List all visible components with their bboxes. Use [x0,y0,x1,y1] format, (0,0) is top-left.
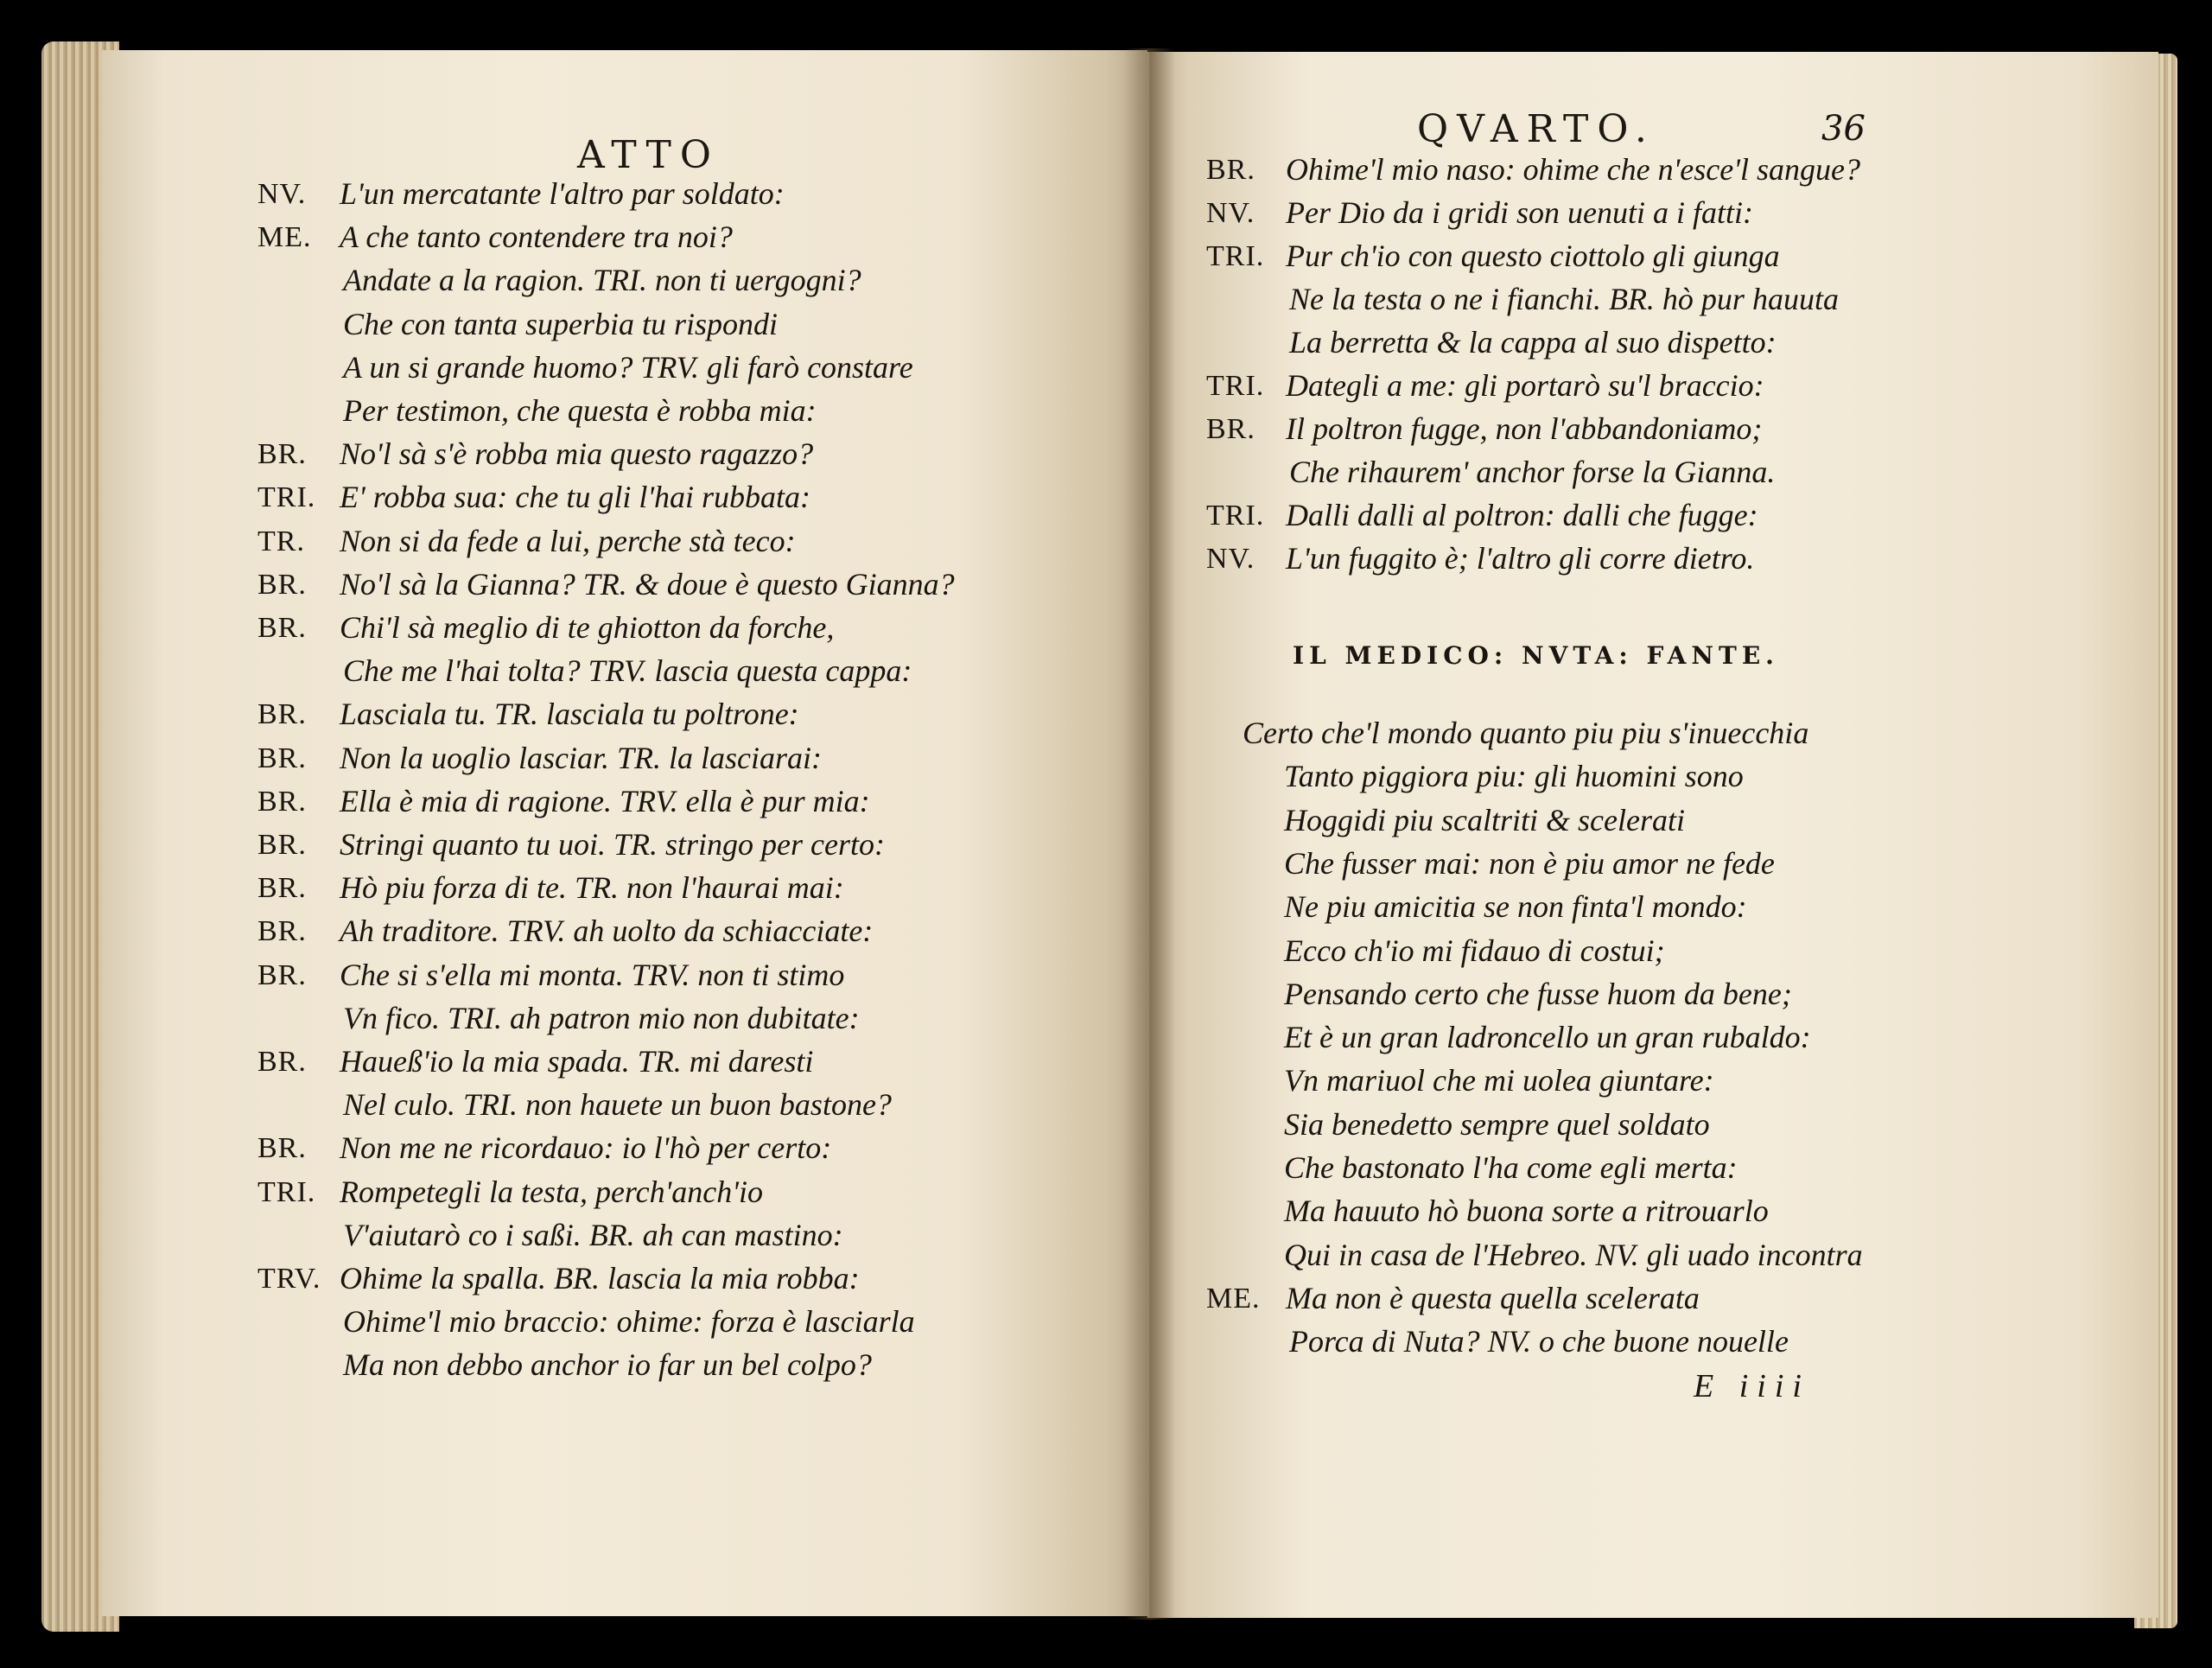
monologue-line: Qui in casa de l'Hebreo. NV. gli uado incontra [1284,1237,1863,1272]
monologue-line: Che bastonato l'ha come egli merta: [1284,1150,1738,1185]
verse-line: Lasciala tu. TR. lasciala tu poltrone: [340,697,799,732]
monologue-line: Et è un gran ladroncello un gran rubaldo: [1284,1020,1811,1055]
verse-line: Porca di Nuta? NV. o che buone nouelle [1289,1324,1789,1359]
monologue-line: Certo che'l mondo quanto piu piu s'inuecchia [1243,716,1809,750]
monologue-line: Ne piu amicitia se non finta'l mondo: [1284,889,1747,925]
verse-line: No'l sà s'è robba mia questo ragazzo? [340,436,814,472]
verse-line: Che con tanta superbia tu rispondi [343,306,778,341]
page-number: 36 [1821,109,1866,149]
verse-line: Il poltron fugge, non l'abbandoniamo; [1286,411,1763,446]
running-head-right: QVARTO. [1417,107,1656,151]
speaker-label: BR. [1206,413,1255,445]
verse-line: Dategli a me: gli portarò su'l braccio: [1286,368,1764,403]
speaker-label: BR. [257,612,307,644]
speaker-label: NV. [1206,197,1255,229]
monologue-line: Ma hauuto hò buona sorte a ritrouarlo [1284,1194,1769,1229]
speaker-label: BR. [257,568,307,601]
verse-line: Ella è mia di ragione. TRV. ella è pur mia: [340,783,870,818]
monologue-line: Ecco ch'io mi fidauo di costui; [1284,933,1665,968]
verse-line: Ohime'l mio braccio: ohime: forza è lasciarla [343,1304,915,1340]
verse-line: Andate a la ragion. TRI. non ti uergogni? [343,263,861,298]
speaker-label: BR. [257,742,307,774]
verse-line: Non si da fede a lui, perche stà teco: [340,523,796,558]
monologue-line: Che fusser mai: non è piu amor ne fede [1284,845,1775,881]
speaker-label: BR. [257,1046,307,1078]
verse-line: Rompetegli la testa, perch'anch'io [340,1174,763,1209]
monologue-line: Pensando certo che fusse huom da bene; [1284,976,1792,1011]
speaker-label: BR. [257,958,307,991]
speaker-label: BR. [257,1132,307,1165]
right-page [1147,52,2158,1618]
monologue-line: Sia benedetto sempre quel soldato [1284,1106,1710,1142]
verse-line: Nel culo. TRI. non hauete un buon bastone? [343,1087,892,1123]
speaker-label: TRI. [1206,240,1265,272]
speaker-label: BR. [257,829,307,861]
monologue-line: Hoggidi piu scaltriti & scelerati [1284,802,1685,837]
verse-line: La berretta & la cappa al suo dispetto: [1289,325,1777,360]
speaker-label: BR. [257,698,307,731]
verse-line: L'un mercatante l'altro par soldato: [340,176,785,211]
verse-line: Per Dio da i gridi son uenuti a i fatti: [1286,195,1753,230]
signature-mark: E iiii [1694,1368,1810,1404]
verse-line: Ohime'l mio naso: ohime che n'esce'l sangue? [1286,152,1860,187]
verse-line: V'aiutarò co i saßi. BR. ah can mastino: [343,1217,843,1252]
verse-line: Stringi quanto tu uoi. TR. stringo per certo: [340,827,886,862]
verse-line: Ne la testa o ne i fianchi. BR. hò pur hauuta [1289,282,1839,316]
verse-line: E' robba sua: che tu gli l'hai rubbata: [340,480,811,515]
verse-line: Chi'l sà meglio di te ghiotton da forche, [340,610,835,645]
scene-heading: IL MEDICO: NVTA: FANTE. [1293,641,1779,670]
verse-line: Ma non debbo anchor io far un bel colpo? [343,1347,872,1383]
verse-line: Che rihaurem' anchor forse la Gianna. [1289,455,1776,489]
verse-line: A un si grande huomo? TRV. gli farò constare [343,349,913,385]
speaker-label: NV. [1206,543,1255,575]
speaker-label: ME. [1206,1283,1261,1315]
speaker-label: TRI. [257,1175,316,1208]
speaker-label: NV. [257,178,307,210]
verse-line: Ohime la spalla. BR. lascia la mia robba: [340,1261,860,1296]
speaker-label: BR. [257,785,307,818]
verse-line: Non la uoglio lasciar. TR. la lasciarai: [340,740,823,775]
monologue-line: Vn mariuol che mi uolea giuntare: [1284,1063,1714,1098]
verse-line: No'l sà la Gianna? TR. & doue è questo Gianna? [340,566,955,602]
speaker-label: BR. [257,872,307,905]
verse-line: L'un fuggito è; l'altro gli corre dietro. [1286,541,1755,576]
speaker-label: BR. [257,915,307,948]
verse-line: Dalli dalli al poltron: dalli che fugge: [1286,498,1758,532]
verse-line: Non me ne ricordauo: io l'hò per certo: [340,1130,832,1166]
speaker-label: ME. [257,221,312,254]
verse-line: Per testimon, che questa è robba mia: [343,393,817,428]
verse-line: Ma non è questa quella scelerata [1286,1281,1700,1315]
gutter-shadow [1123,48,1175,1620]
verse-line: Haueß'io la mia spada. TR. mi daresti [340,1044,814,1079]
left-page [102,50,1147,1616]
speaker-label: TRI. [1206,500,1265,532]
verse-line: Che me l'hai tolta? TRV. lascia questa cappa: [343,653,912,689]
verse-line: Vn fico. TRI. ah patron mio non dubitate: [343,1000,860,1035]
verse-line: A che tanto contendere tra noi? [340,220,733,255]
verse-line: Ah traditore. TRV. ah uolto da schiacciate: [340,914,874,949]
verse-line: Pur ch'io con questo ciottolo gli giunga [1286,239,1780,273]
verse-line: Che si s'ella mi monta. TRV. non ti stimo [340,957,845,992]
speaker-label: TR. [257,525,305,557]
running-head-left: ATTO [577,133,720,177]
speaker-label: TRI. [1206,370,1265,402]
speaker-label: BR. [1206,154,1255,186]
speaker-label: TRV. [257,1263,321,1295]
monologue-line: Tanto piggiora piu: gli huomini sono [1284,759,1744,794]
speaker-label: BR. [257,438,307,471]
verse-line: Hò piu forza di te. TR. non l'haurai mai: [340,870,844,906]
speaker-label: TRI. [257,481,316,514]
